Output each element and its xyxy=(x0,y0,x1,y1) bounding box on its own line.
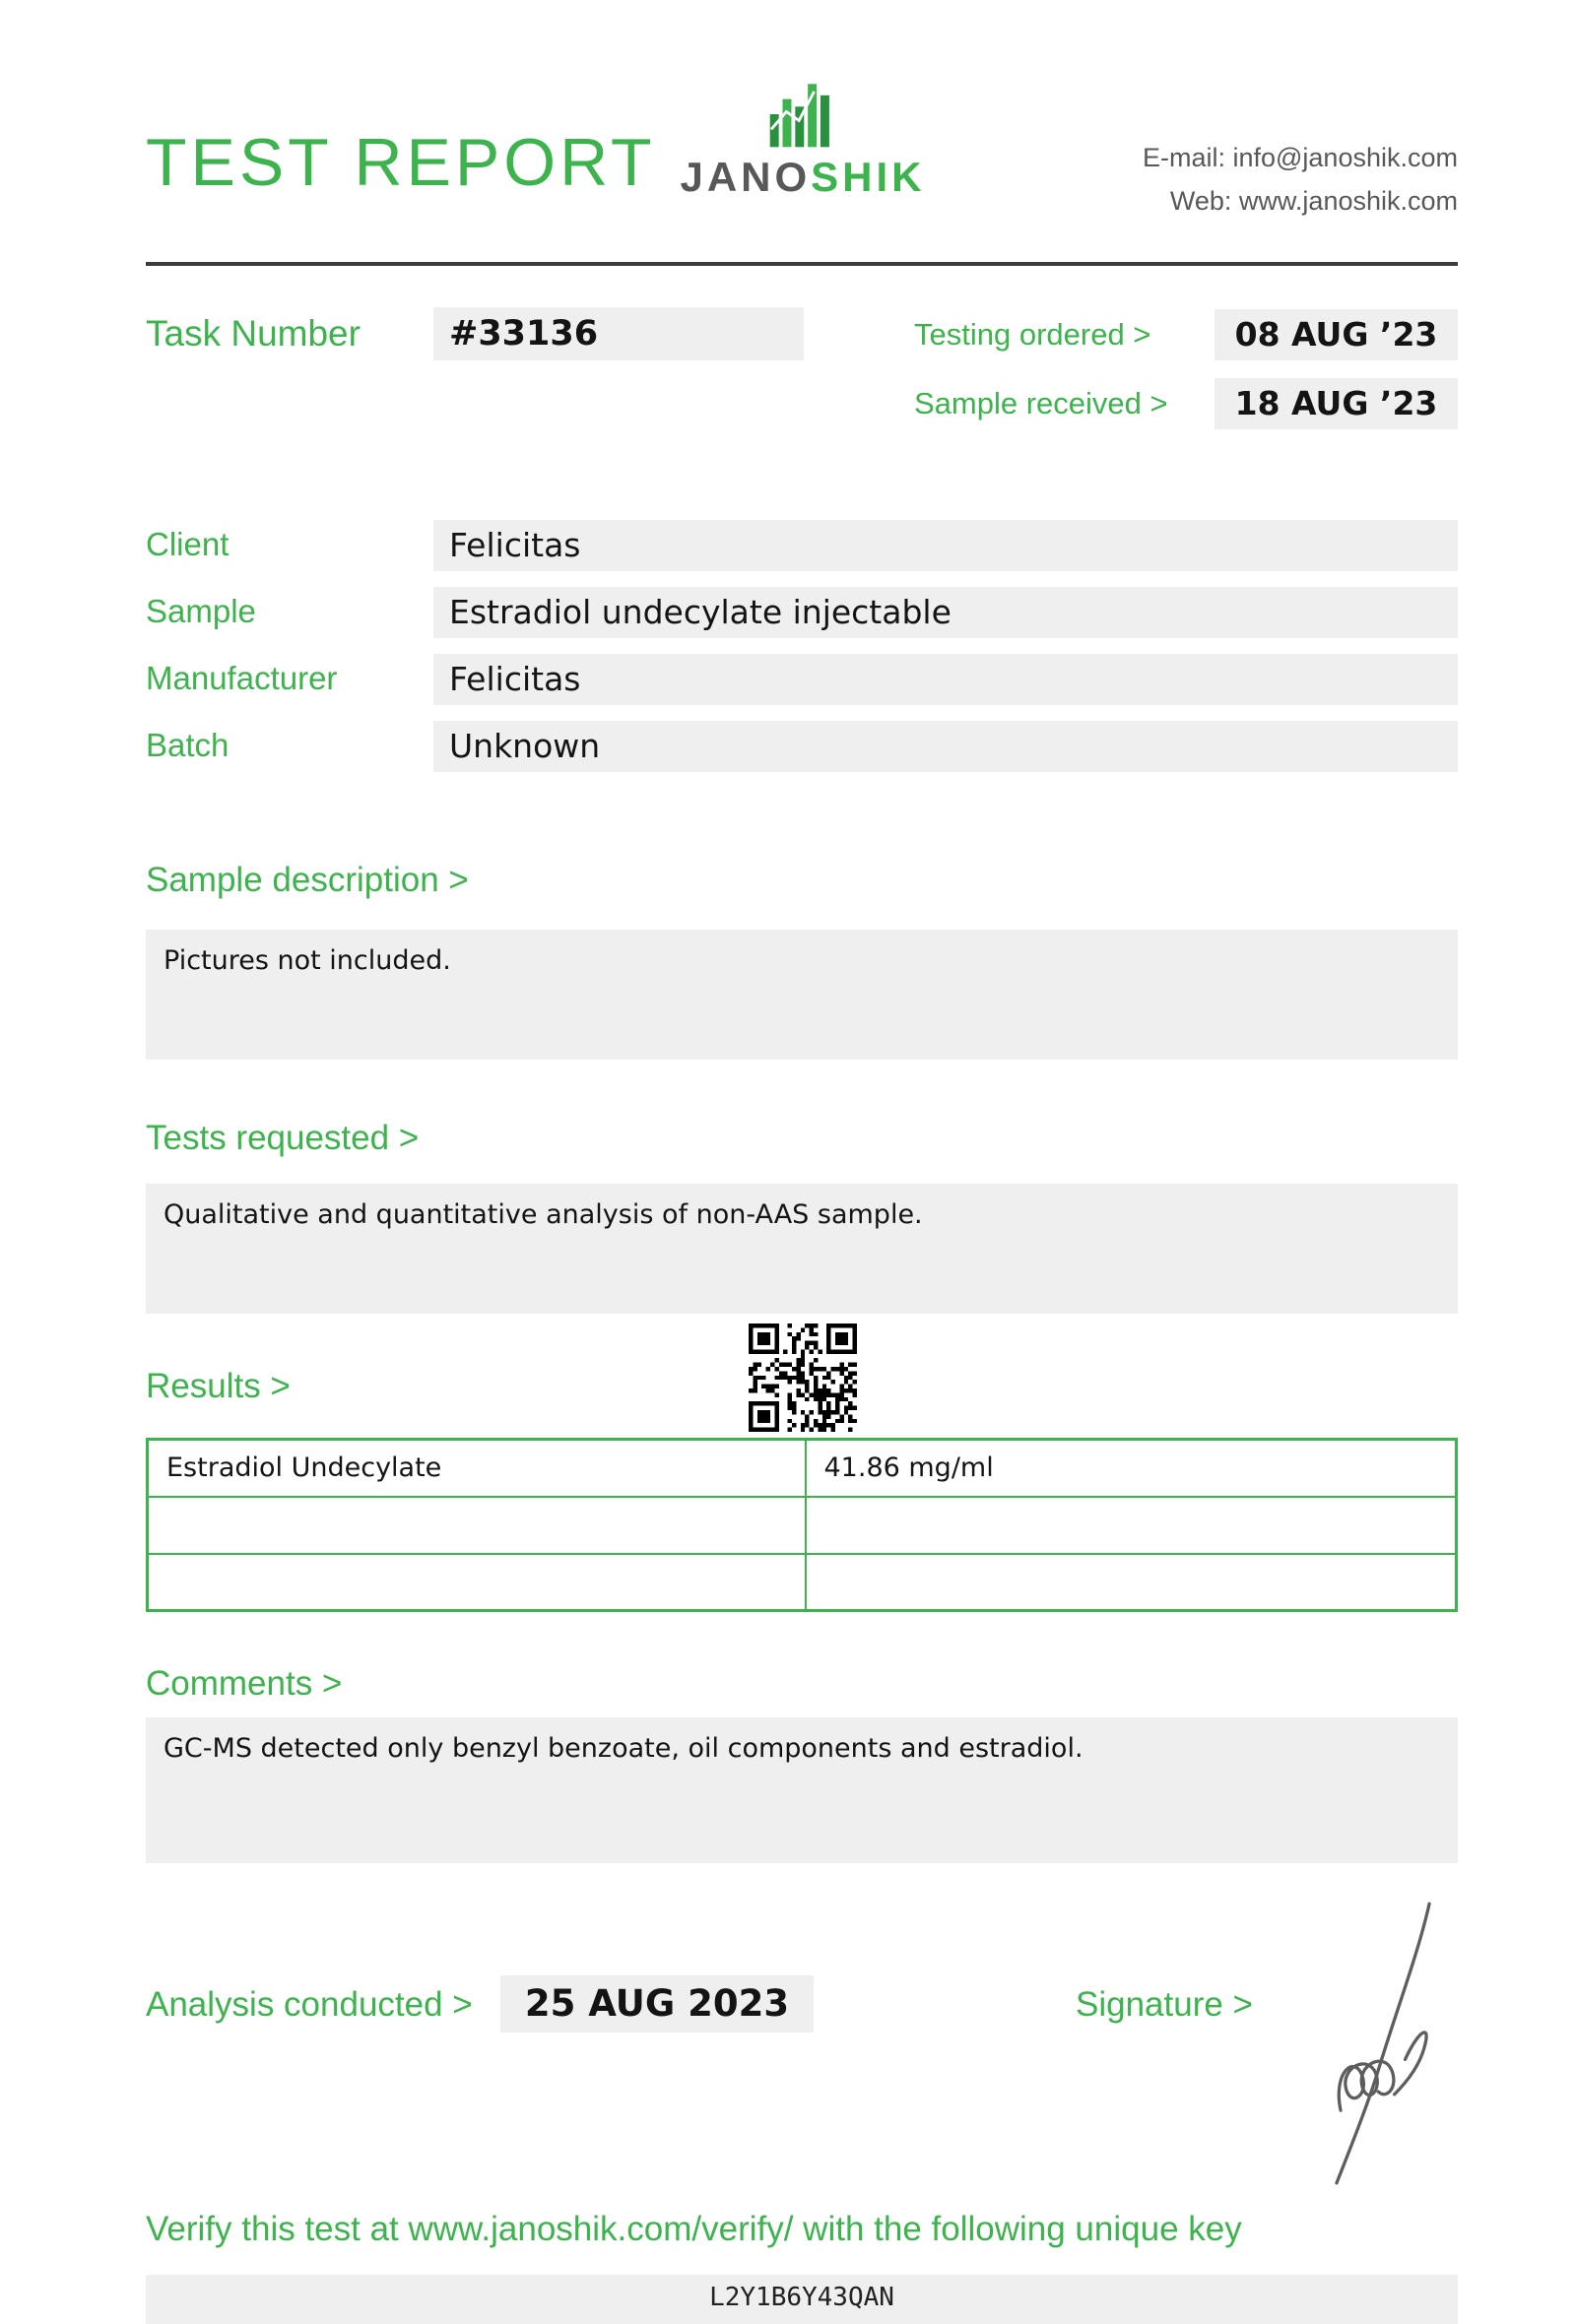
unique-key-box xyxy=(146,2275,1458,2324)
header-divider xyxy=(146,262,1458,266)
result-value-cell xyxy=(806,1497,1457,1554)
brand-name-jano: JANO xyxy=(680,154,812,200)
testing-ordered-label: Testing ordered > xyxy=(914,317,1151,352)
brand-logo xyxy=(650,79,955,201)
sample-received-value: 18 AUG ’23 xyxy=(1215,378,1458,429)
manufacturer-value: Felicitas xyxy=(433,654,1458,705)
testing-ordered-value: 08 AUG ’23 xyxy=(1215,309,1458,360)
tests-requested-box xyxy=(146,1184,1458,1314)
result-value-cell: 41.86 mg/ml xyxy=(806,1440,1457,1497)
contact-email-line: E-mail: info@janoshik.com xyxy=(1142,143,1458,172)
contact-block xyxy=(985,136,1458,223)
result-name-cell xyxy=(148,1554,806,1611)
results-heading: Results > xyxy=(146,1367,291,1405)
analysis-conducted-label: Analysis conducted > xyxy=(146,1985,473,2024)
task-number-value: #33136 xyxy=(433,307,804,360)
result-row xyxy=(148,1497,1457,1554)
page-title: TEST REPORT xyxy=(146,125,656,200)
sample-value: Estradiol undecylate injectable xyxy=(433,587,1458,638)
qr-code xyxy=(749,1323,857,1432)
signature-icon xyxy=(1292,1896,1470,2191)
verify-instruction: Verify this test at www.janoshik.com/verify/ with the following unique key xyxy=(146,2210,1242,2248)
comments-box xyxy=(146,1717,1458,1863)
results-table xyxy=(146,1438,1458,1612)
tests-requested-text: Qualitative and quantitative analysis of non-AAS sample. xyxy=(164,1199,923,1230)
sample-description-heading: Sample description > xyxy=(146,861,469,899)
contact-web-line: Web: www.janoshik.com xyxy=(1169,186,1458,216)
sample-description-box xyxy=(146,930,1458,1060)
sample-received-label: Sample received > xyxy=(914,386,1168,420)
result-name-cell xyxy=(148,1497,806,1554)
batch-value: Unknown xyxy=(433,721,1458,772)
result-name-cell: Estradiol Undecylate xyxy=(148,1440,806,1497)
result-row xyxy=(148,1440,1457,1497)
client-value: Felicitas xyxy=(433,520,1458,571)
comments-text: GC-MS detected only benzyl benzoate, oil components and estradiol. xyxy=(164,1733,1084,1764)
sample-description-text: Pictures not included. xyxy=(164,945,451,976)
result-row xyxy=(148,1554,1457,1611)
batch-label: Batch xyxy=(146,727,230,763)
chart-bars-icon xyxy=(762,79,843,150)
sample-label: Sample xyxy=(146,593,256,629)
client-label: Client xyxy=(146,526,230,562)
tests-requested-heading: Tests requested > xyxy=(146,1119,420,1157)
manufacturer-label: Manufacturer xyxy=(146,660,338,696)
unique-key-value: L2Y1B6Y43QAN xyxy=(709,2283,894,2312)
comments-heading: Comments > xyxy=(146,1664,343,1703)
signature-label: Signature > xyxy=(1076,1985,1253,2024)
brand-name xyxy=(650,154,955,201)
task-number-label: Task Number xyxy=(146,313,361,354)
analysis-conducted-value: 25 AUG 2023 xyxy=(500,1975,814,2033)
brand-name-shik: SHIK xyxy=(811,154,926,200)
result-value-cell xyxy=(806,1554,1457,1611)
